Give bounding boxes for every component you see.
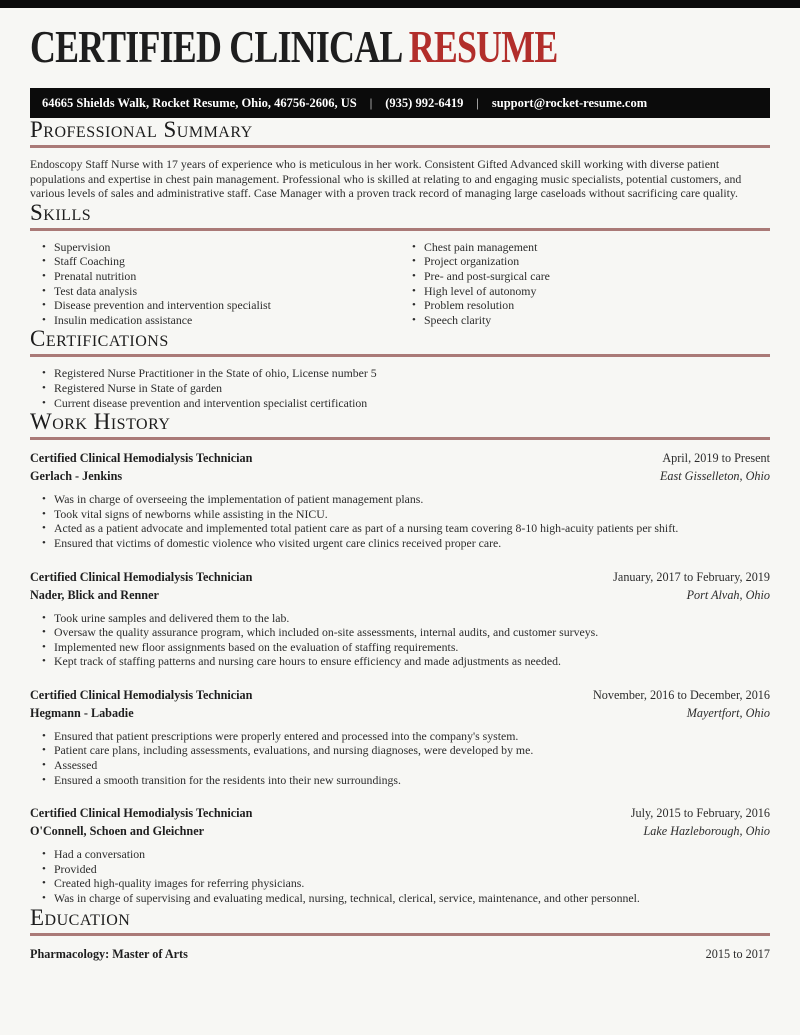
job-dates: January, 2017 to February, 2019 (613, 569, 770, 584)
job-bullet: • Had a conversation (30, 847, 770, 862)
job-bullet-list (30, 611, 770, 669)
job-company: Gerlach - Jenkins (30, 469, 123, 484)
job-location: Lake Hazleborough, Ohio (643, 824, 770, 839)
section-heading-professional-summary: Professional Summary (30, 118, 770, 148)
section-heading-education: Education (30, 906, 770, 936)
job-bullet-list (30, 492, 770, 550)
job-company: Hegmann - Labadie (30, 705, 134, 720)
job-entry (30, 568, 770, 669)
skill-item: • Supervision (30, 240, 400, 255)
certifications-list (30, 366, 770, 410)
skill-item: • Speech clarity (400, 313, 770, 328)
job-bullet: • Implemented new floor assignments based on the evaluation of staffing requirements. (30, 640, 770, 655)
skill-item: • Staff Coaching (30, 254, 400, 269)
job-bullet: • Was in charge of supervising and evaluating medical, nursing, technical, clerical, service, maintenance, and other personnel. (30, 891, 770, 906)
contact-email: support@rocket-resume.com (491, 96, 648, 110)
skill-item: • Test data analysis (30, 284, 400, 299)
education-dates: 2015 to 2017 (705, 946, 770, 961)
skill-item: • Project organization (400, 254, 770, 269)
job-bullet: • Oversaw the quality assurance program, which included on-site assessments, internal audits, and customer surveys. (30, 625, 770, 640)
contact-separator: | (369, 96, 373, 110)
job-bullet: • Took vital signs of newborns while assisting in the NICU. (30, 507, 770, 522)
job-bullet-list (30, 729, 770, 787)
skill-item: • Insulin medication assistance (30, 313, 400, 328)
skills-columns (30, 240, 770, 328)
section-heading-work-history: Work History (30, 410, 770, 440)
summary-paragraph: Endoscopy Staff Nurse with 17 years of experience who is meticulous in her work. Consistent Gifted Advanced skill working with diverse patient populations and expertise in chest pain management. Professional who is skilled at relating to and engaging music specialists, potential customers, and various levels of sales and administrative staff. Case Manager with a proven track record of managing large caseloads without sacrificing care quality. (30, 157, 742, 201)
skills-column-right (400, 240, 770, 328)
job-bullet: • Assessed (30, 758, 770, 773)
job-title: Certified Clinical Hemodialysis Technician (30, 806, 253, 821)
job-bullet: • Provided (30, 862, 770, 877)
job-bullet: • Acted as a patient advocate and implemented total patient care as part of a nursing team covering 8-10 high-acuity patients per shift. (30, 521, 770, 536)
job-bullet: • Was in charge of overseeing the implementation of patient management plans. (30, 492, 770, 507)
page-title (30, 22, 770, 72)
education-entry (30, 945, 770, 963)
job-company: O'Connell, Schoen and Gleichner (30, 824, 205, 839)
job-bullet: • Ensured that victims of domestic violence who visited urgent care clinics received proper care. (30, 536, 770, 551)
job-dates: July, 2015 to February, 2016 (630, 806, 770, 821)
contact-separator: | (476, 96, 479, 110)
section-heading-skills: Skills (30, 201, 770, 231)
skills-list-left (30, 240, 400, 328)
top-border-bar (0, 0, 800, 8)
skills-list-right (400, 240, 770, 328)
certification-item: • Registered Nurse Practitioner in the State of ohio, License number 5 (30, 366, 770, 381)
skill-item: • Disease prevention and intervention specialist (30, 298, 400, 313)
skill-item: • High level of autonomy (400, 284, 770, 299)
education-program: Pharmacology: Master of Arts (30, 946, 188, 961)
contact-address: 64665 Shields Walk, Rocket Resume, Ohio, 46756-2606, US (42, 96, 357, 110)
job-bullet: • Patient care plans, including assessments, evaluations, and nursing diagnoses, were developed by me. (30, 743, 770, 758)
job-title: Certified Clinical Hemodialysis Technician (30, 687, 253, 702)
job-location: Port Alvah, Ohio (686, 587, 770, 602)
section-heading-certifications: Certifications (30, 327, 770, 357)
title-text: CERTIFIED CLINICAL (30, 21, 401, 72)
job-dates: November, 2016 to December, 2016 (592, 687, 770, 702)
job-location: Mayertfort, Ohio (686, 705, 770, 720)
job-company: Nader, Blick and Renner (30, 587, 159, 602)
job-title: Certified Clinical Hemodialysis Technician (30, 451, 253, 466)
contact-bar (30, 88, 770, 118)
contact-phone: (935) 992-6419 (385, 96, 464, 110)
job-bullet: • Created high-quality images for referring physicians. (30, 876, 770, 891)
job-bullet-list (30, 847, 770, 905)
certification-item: • Current disease prevention and intervention specialist certification (30, 396, 770, 411)
job-bullet: • Ensured a smooth transition for the residents into their new surroundings. (30, 773, 770, 788)
skills-column-left (30, 240, 400, 328)
job-entry (30, 804, 770, 905)
job-entry (30, 686, 770, 787)
job-location: East Gisselleton, Ohio (659, 469, 770, 484)
skill-item: • Problem resolution (400, 298, 770, 313)
skill-item: • Chest pain management (400, 240, 770, 255)
skill-item: • Pre- and post-surgical care (400, 269, 770, 284)
job-bullet: • Ensured that patient prescriptions were properly entered and processed into the company's system. (30, 729, 770, 744)
job-entry (30, 449, 770, 550)
skill-item: • Prenatal nutrition (30, 269, 400, 284)
resume-page (30, 22, 770, 963)
job-bullet: • Kept track of staffing patterns and nursing care hours to ensure efficiency and made adjustments as needed. (30, 654, 770, 669)
job-title: Certified Clinical Hemodialysis Technician (30, 569, 253, 584)
job-bullet: • Took urine samples and delivered them to the lab. (30, 611, 770, 626)
certification-item: • Registered Nurse in State of garden (30, 381, 770, 396)
title-accent-text: RESUME (408, 21, 558, 72)
job-dates: April, 2019 to Present (662, 451, 770, 466)
